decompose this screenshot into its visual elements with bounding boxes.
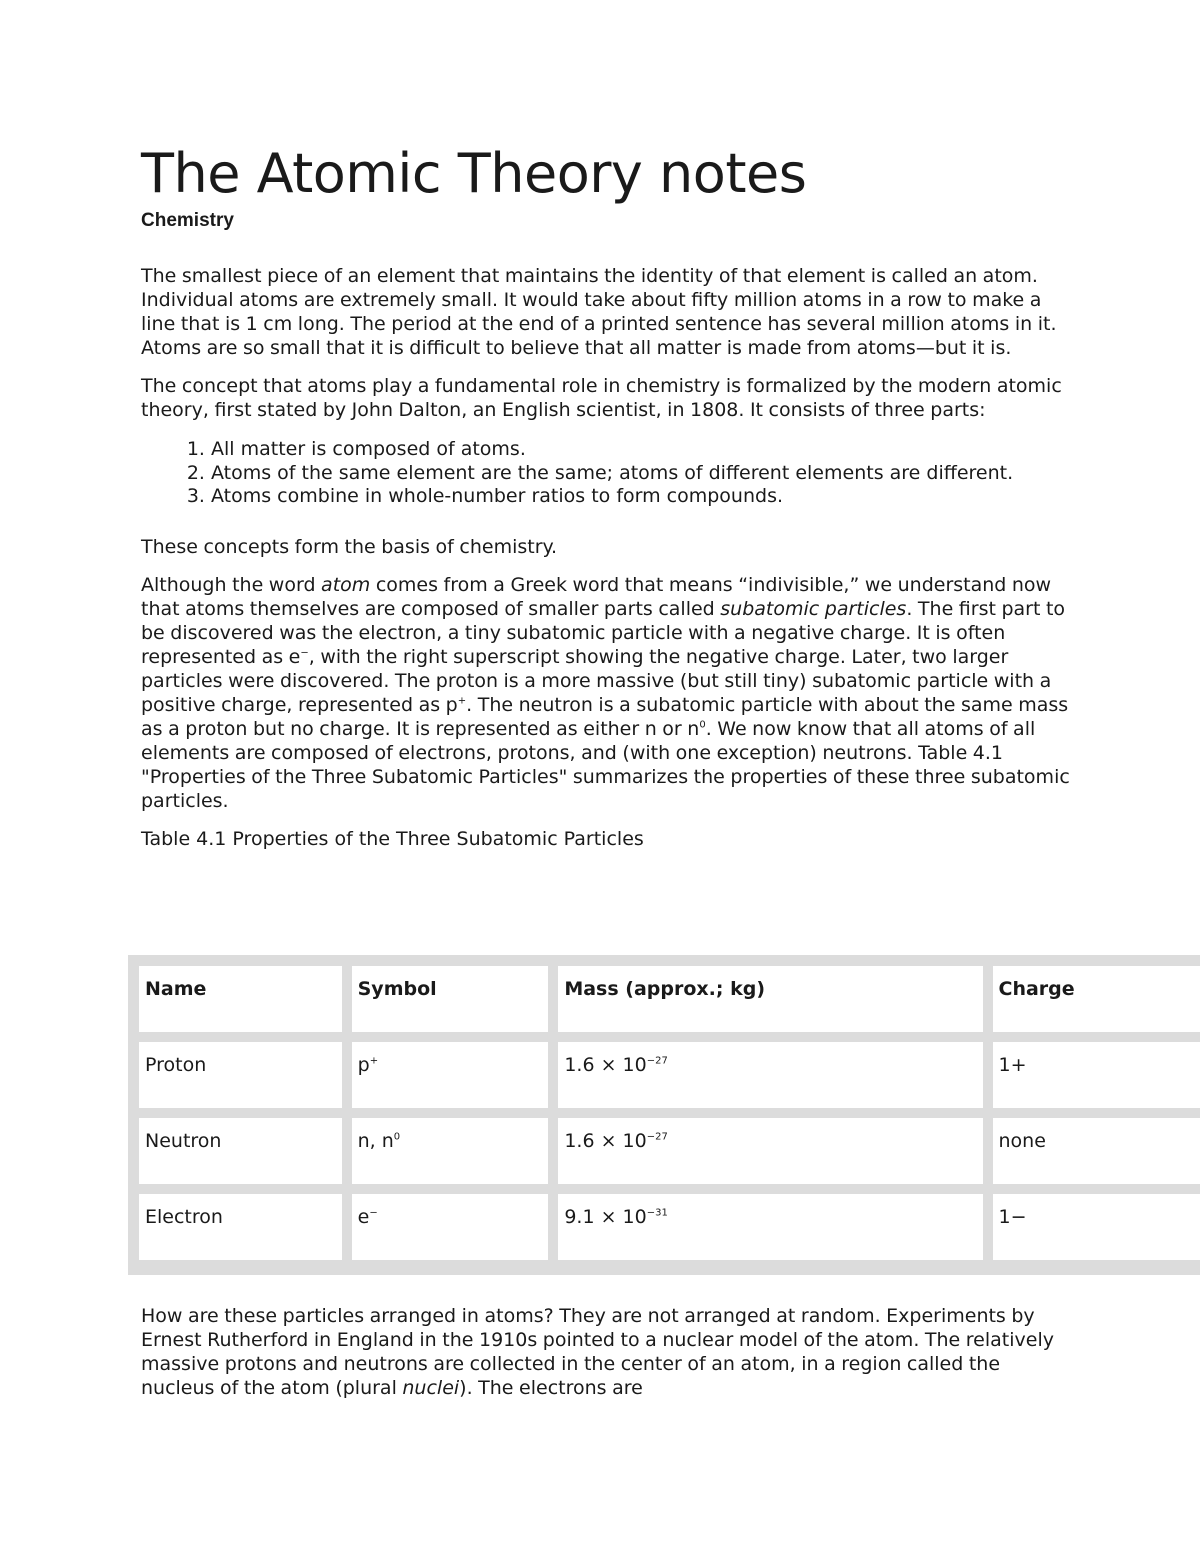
header-symbol: Symbol <box>349 963 552 1035</box>
cell-charge: none <box>990 1115 1200 1187</box>
header-charge: Charge <box>990 963 1200 1035</box>
cell-mass: $9.1 \times 10^{-31}$ <box>555 1191 985 1263</box>
particles-table-wrapper <box>128 955 1200 1275</box>
list-item: 3. Atoms combine in whole-number ratios to form compounds. <box>211 485 1071 509</box>
cell-symbol: p+ <box>349 1039 552 1111</box>
cell-symbol: n, $n^0$ <box>349 1115 552 1187</box>
cell-name: Neutron <box>136 1115 345 1187</box>
table-caption: Table 4.1 Properties of the Three Subatomic Particles <box>141 827 644 850</box>
cell-name: Electron <box>136 1191 345 1263</box>
paragraph-basis: These concepts form the basis of chemistry. <box>141 535 558 558</box>
header-name: Name <box>136 963 345 1035</box>
cell-name: Proton <box>136 1039 345 1111</box>
header-mass: Mass (approx.; kg) <box>555 963 985 1035</box>
particles-table <box>132 959 1200 1267</box>
cell-charge: 1− <box>990 1191 1200 1263</box>
paragraph-subatomic: Although the word atom comes from a Greek word that means “indivisible,” we understand now that atoms themselves are composed of smaller parts called subatomic particles. The first part to be discovered was the electron, a tiny subatomic particle with a negative charge. It is often represented as e−, with the right superscript showing the negative charge. Later, two larger particles were discovered. The proton is a more massive (but still tiny) subatomic particle with a positive charge, represented as p+. The neutron is a subatomic particle with about the same mass as a proton but no charge. It is represented as either n or $n^0$. We now know that all atoms of all elements are composed of electrons, protons, and (with one exception) neutrons. Table 4.1 "Properties of the Three Subatomic Particles" summarizes the properties of these three subatomic particles. <box>141 573 1070 812</box>
list-item: 2. Atoms of the same element are the same; atoms of different elements are different. <box>211 462 1071 486</box>
cell-mass: $1.6 \times 10^{-27}$ <box>555 1039 985 1111</box>
paragraph-nuclear-model: How are these particles arranged in atoms? They are not arranged at random. Experiments by Ernest Rutherford in England in the 1910s pointed to a nuclear model of the atom. The relatively massive protons and neutrons are collected in the center of an atom, in a region called the nucleus of the atom (plural nuclei). The electrons are <box>141 1305 1054 1399</box>
cell-mass: $1.6 \times 10^{-27}$ <box>555 1115 985 1187</box>
list-item: 1. All matter is composed of atoms. <box>211 438 1071 462</box>
table-row <box>136 1191 1200 1263</box>
theory-parts-list <box>141 438 1071 509</box>
table-header-row <box>136 963 1200 1035</box>
table-row <box>136 1039 1200 1111</box>
paragraph-dalton-theory: The concept that atoms play a fundamental role in chemistry is formalized by the modern atomic theory, first stated by John Dalton, an English scientist, in 1808. It consists of three parts: <box>141 375 1062 421</box>
paragraph-atom-definition: The smallest piece of an element that maintains the identity of that element is called an atom. Individual atoms are extremely small. It would take about fifty million atoms in a row to make a line that is 1 cm long. The period at the end of a printed sentence has several million atoms in it. Atoms are so small that it is difficult to believe that all matter is made from atoms—but it is. <box>141 265 1057 359</box>
document-continuation <box>141 1304 1071 1414</box>
cell-charge: 1+ <box>990 1039 1200 1111</box>
page-title: The Atomic Theory notes <box>141 142 807 205</box>
table-row <box>136 1115 1200 1187</box>
cell-symbol: e− <box>349 1191 552 1263</box>
subtitle: Chemistry <box>141 210 234 231</box>
document-page <box>141 140 1071 865</box>
